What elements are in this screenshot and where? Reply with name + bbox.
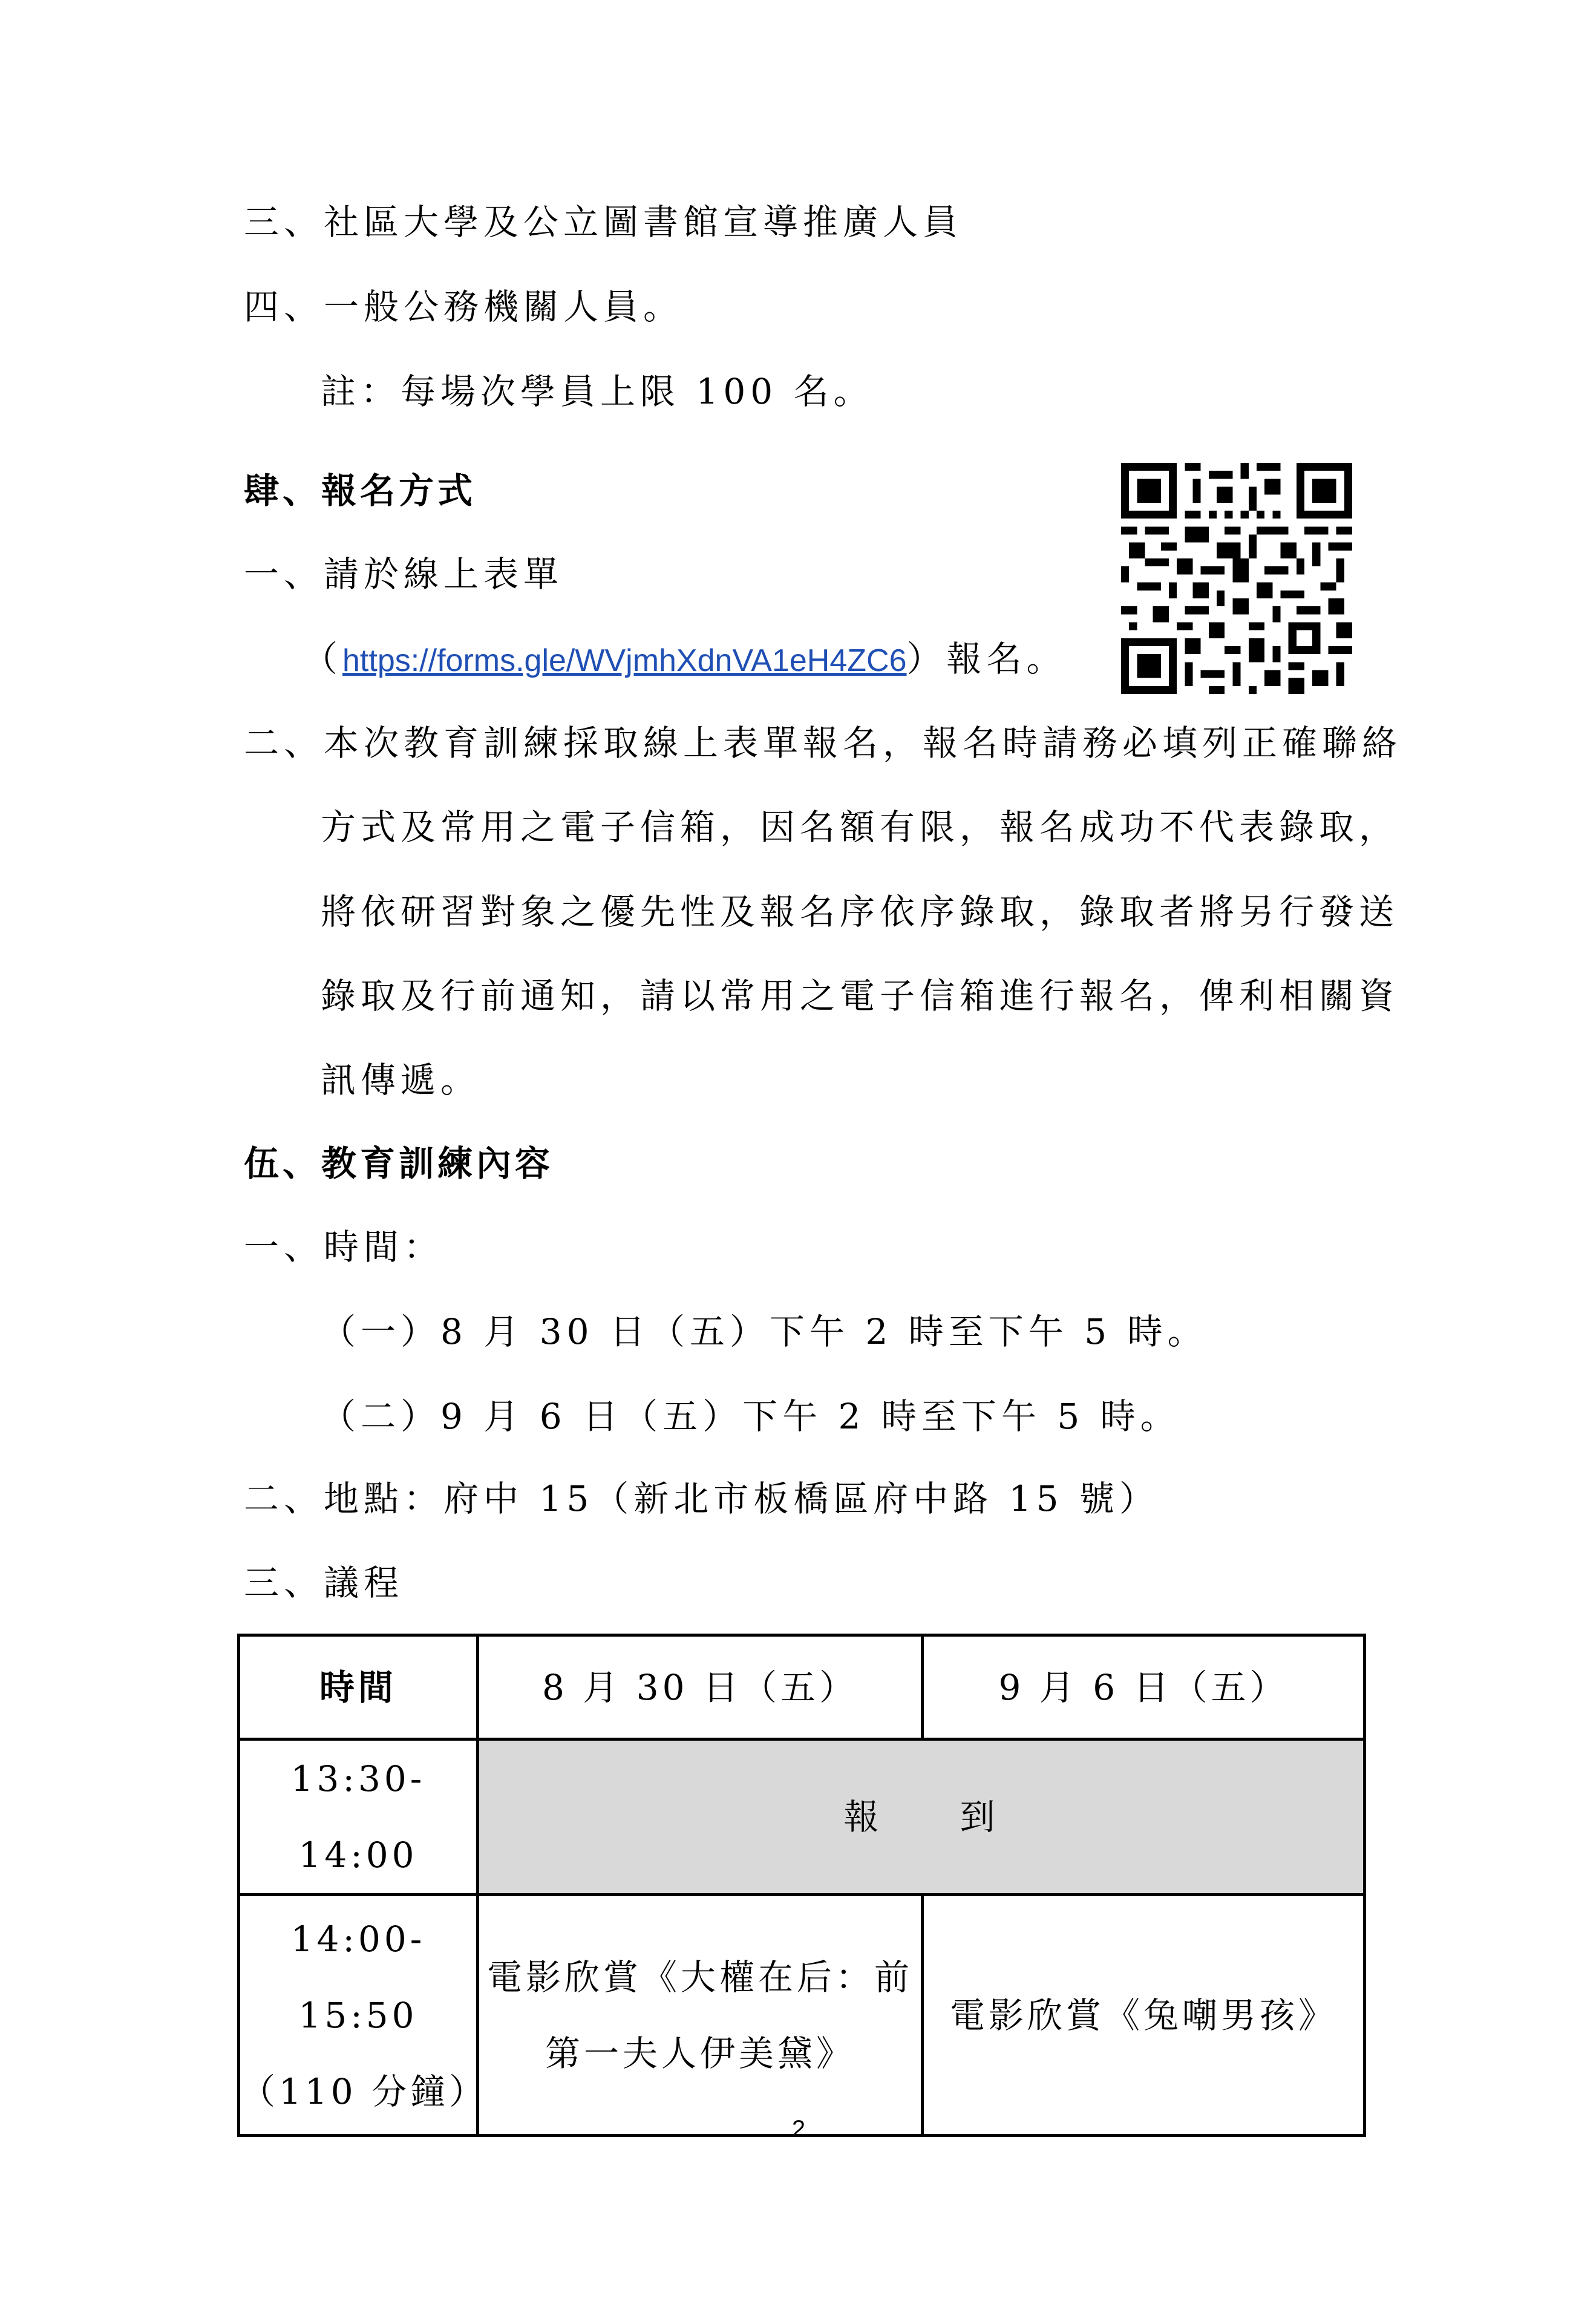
content-item-time: 一、時間：	[244, 1226, 444, 1268]
registration-item-2-line3: 將依研習對象之優先性及報名序依序錄取，錄取者將另行發送	[321, 891, 1399, 932]
content-item-agenda: 三、議程	[244, 1562, 404, 1603]
registration-item-2-line2: 方式及常用之電子信箱，因名額有限，報名成功不代表錄取，	[321, 807, 1399, 848]
paren-open: （	[303, 638, 343, 679]
time-session-1: （一）8 月 30 日（五）下午 2 時至下午 5 時。	[321, 1311, 1208, 1352]
page-number: 2	[791, 2116, 806, 2142]
header-time: 時間	[239, 1635, 478, 1739]
table-row	[239, 1739, 1365, 1895]
target-item-4: 四、一般公務機關人員。	[244, 286, 684, 327]
registration-item-2-line5: 訊傳遞。	[321, 1059, 481, 1101]
row2-time	[239, 1895, 488, 2136]
row2-day1-line1: 電影欣賞《大權在后：前	[486, 1956, 913, 1998]
row2-day1-line2: 第一夫人伊美黛》	[545, 2032, 855, 2074]
header-day2: 9 月 6 日（五）	[923, 1635, 1365, 1739]
row2-day2-film: 電影欣賞《兔嘲男孩》	[923, 1895, 1365, 2136]
section-heading-content: 伍、教育訓練內容	[244, 1143, 554, 1184]
content-item-location: 二、地點：府中 15（新北市板橋區府中路 15 號）	[244, 1478, 1159, 1519]
agenda-table	[237, 1634, 1366, 2137]
registration-item-2-line1: 二、本次教育訓練採取線上表單報名，報名時請務必填列正確聯絡	[244, 722, 1402, 764]
qr-code-icon	[1121, 463, 1352, 694]
registration-item-1: 一、請於線上表單	[244, 554, 564, 595]
link-suffix: ）報名。	[906, 638, 1067, 679]
row1-checkin: 報 到	[478, 1739, 1365, 1895]
time-session-2: （二）9 月 6 日（五）下午 2 時至下午 5 時。	[321, 1396, 1180, 1437]
row2-time-range: 14:00-15:50	[290, 1918, 426, 2036]
table-row	[239, 1635, 1365, 1739]
table-row	[239, 1895, 1365, 2136]
row1-time: 13:30-14:00	[239, 1739, 478, 1895]
form-link[interactable]: https://forms.gle/WVjmhXdnVA1eH4ZC6	[342, 643, 907, 678]
target-item-3: 三、社區大學及公立圖書館宣導推廣人員	[244, 201, 963, 243]
header-day1: 8 月 30 日（五）	[478, 1635, 923, 1739]
section-heading-registration: 肆、報名方式	[244, 470, 477, 511]
registration-item-2-line4: 錄取及行前通知，請以常用之電子信箱進行報名，俾利相關資	[321, 975, 1399, 1016]
row2-duration: （110 分鐘）	[240, 2070, 488, 2112]
registration-link-line	[303, 637, 1067, 682]
note-quota: 註：每場次學員上限 100 名。	[321, 371, 874, 412]
row2-day1-film	[478, 1895, 923, 2136]
